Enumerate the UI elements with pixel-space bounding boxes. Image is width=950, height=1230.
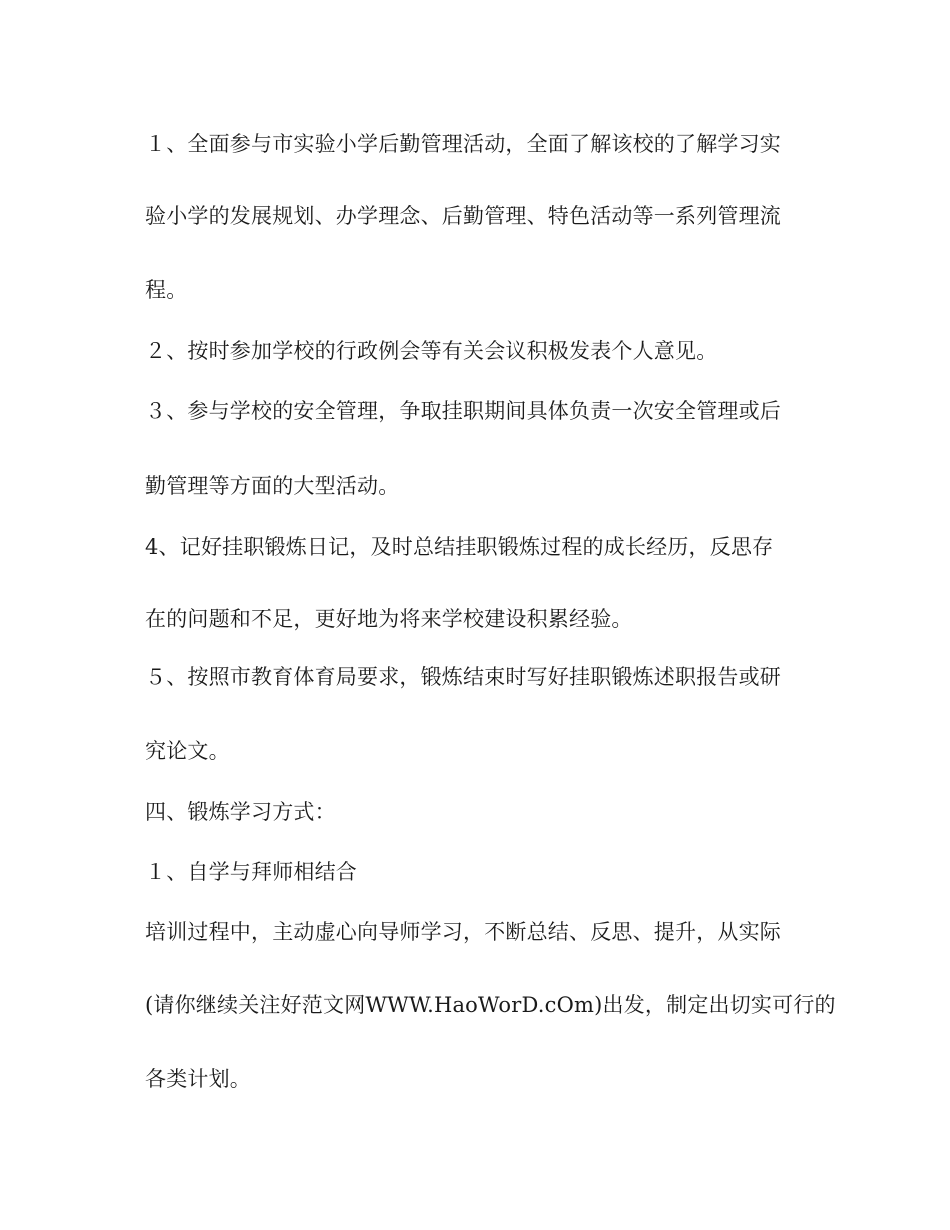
text-line: ３、参与学校的安全管理，争取挂职期间具体负责一次安全管理或后 [145,399,781,423]
text-line: (请你继续关注好范文网WWW.HaoWorD.cOm)出发，制定出切实可行的 [145,993,836,1017]
text-line: 程。 [145,278,188,302]
text-line: 究论文。 [145,739,230,763]
text-line: 培训过程中，主动虚心向导师学习，不断总结、反思、提升，从实际 [145,920,781,944]
subsection-heading: １、自学与拜师相结合 [145,860,357,884]
section-heading: 四、锻炼学习方式： [145,800,336,824]
text-line: 勤管理等方面的大型活动。 [145,474,400,498]
text-line: 验小学的发展规划、办学理念、后勤管理、特色活动等一系列管理流 [145,204,781,228]
text-line: ２、按时参加学校的行政例会等有关会议积极发表个人意见。 [145,339,718,363]
text-line: １、全面参与市实验小学后勤管理活动，全面了解该校的了解学习实 [145,132,781,156]
text-line: 各类计划。 [145,1067,251,1091]
text-line: 在的问题和不足，更好地为将来学校建设积累经验。 [145,607,633,631]
text-line: 4、记好挂职锻炼日记，及时总结挂职锻炼过程的成长经历，反思存 [145,535,774,559]
text-line: ５、按照市教育体育局要求，锻炼结束时写好挂职锻炼述职报告或研 [145,665,781,689]
